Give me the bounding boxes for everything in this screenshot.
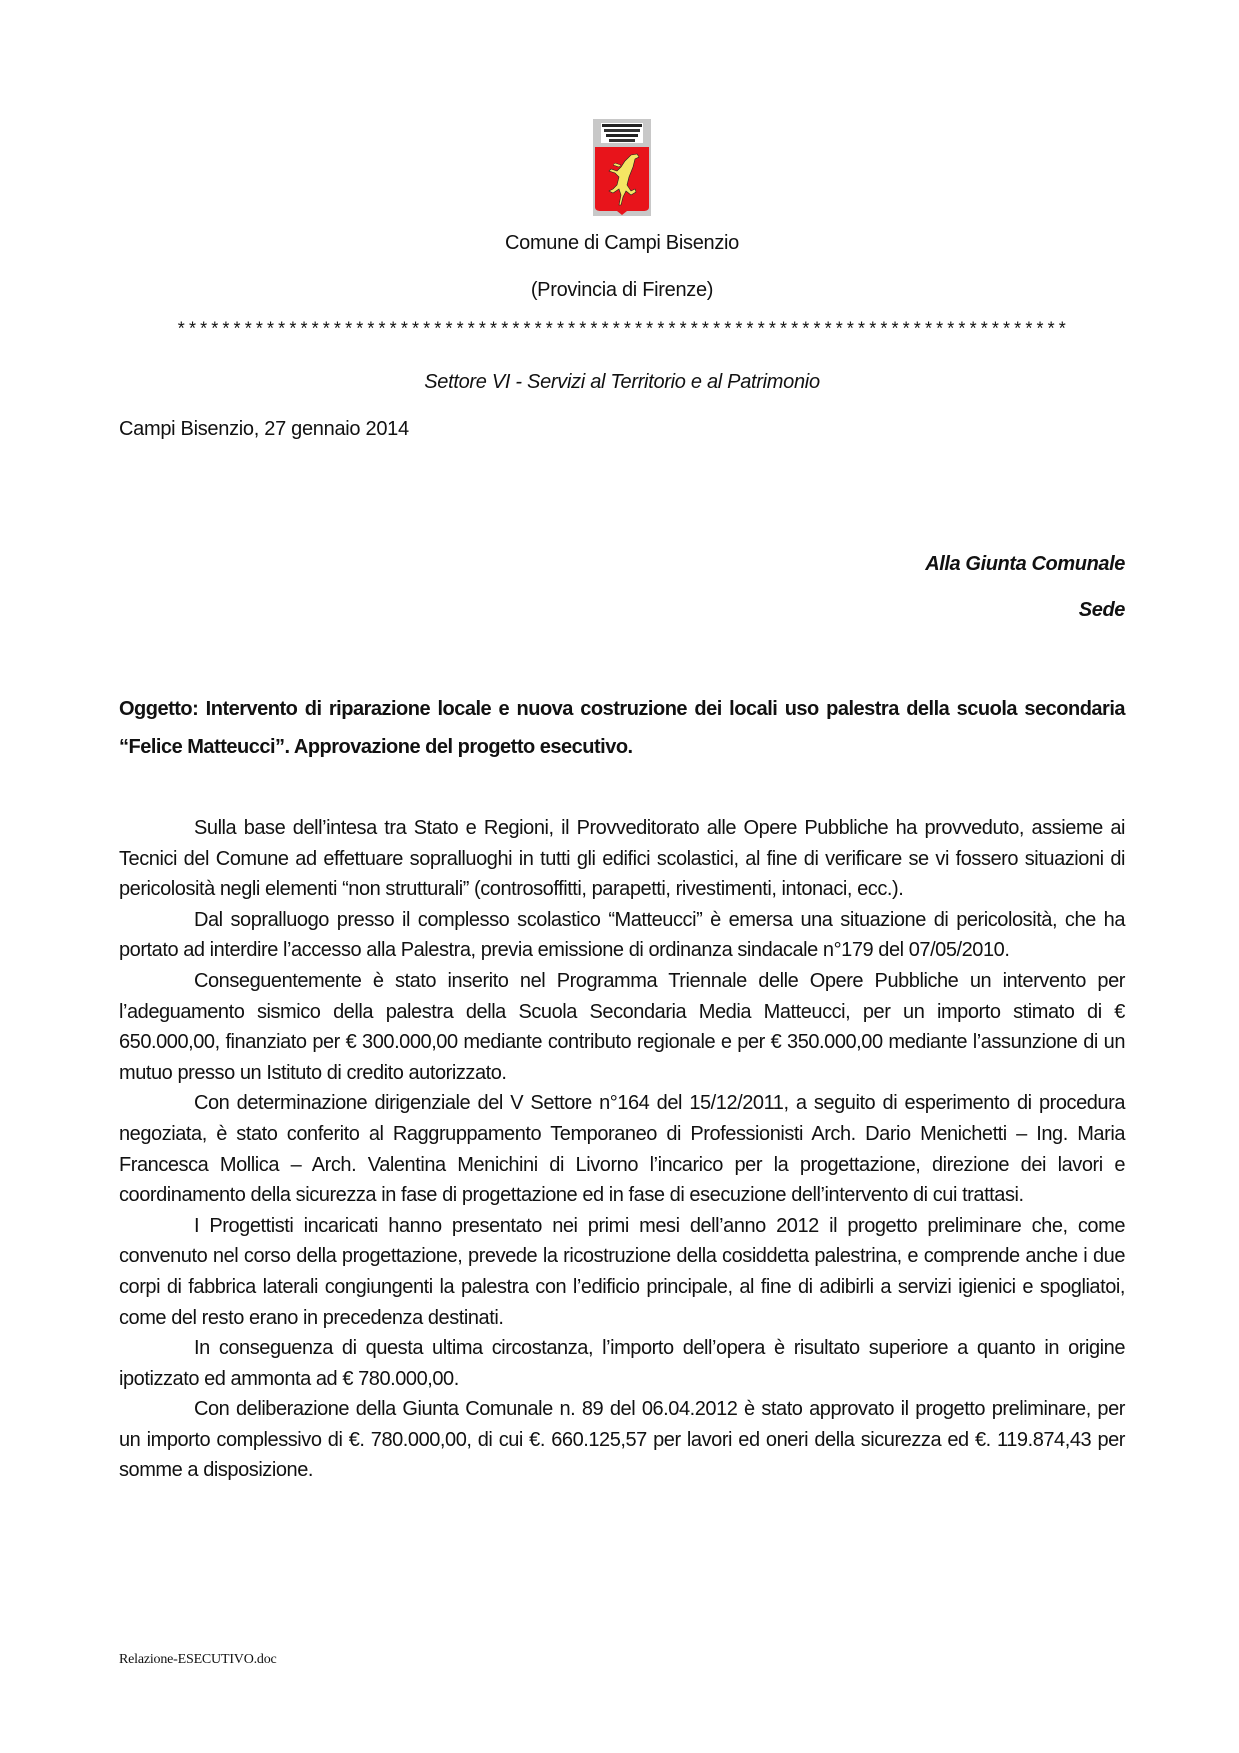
- body-paragraph: Conseguentemente è stato inserito nel Programma Triennale delle Opere Pubbliche un intervento per l’adeguamento sismico della palestra della Scuola Secondaria Media Matteucci, per un importo stimato di € 650.000,00, finanziato per € 300.000,00 mediante contributo regionale e per € 350.000,00 mediante l’assunzione di un mutuo presso un Istituto di credito autorizzato.: [119, 969, 1125, 1084]
- coat-of-arms-icon: [593, 119, 651, 216]
- province-name: (Provincia di Firenze): [530, 279, 714, 301]
- body-paragraph: Sulla base dell’intesa tra Stato e Regioni, il Provveditorato alle Opere Pubbliche ha provveduto, assieme ai Tecnici del Comune ad effettuare sopralluoghi in tutti gli edifici scolastici, al fine di verificare se vi fossero situazioni di pericolosità negli elementi “non strutturali” (controsoffitti, parapetti, rivestimenti, intonaci, ecc.).: [119, 817, 1125, 901]
- place-and-date: Campi Bisenzio, 27 gennaio 2014: [119, 418, 409, 440]
- municipality-name: Comune di Campi Bisenzio: [504, 232, 740, 254]
- footer-filename: Relazione-ESECUTIVO.doc: [119, 1652, 277, 1667]
- separator-line: ********************************************************************************: [175, 321, 1069, 341]
- recipient-name: Alla Giunta Comunale: [925, 553, 1125, 575]
- body-paragraph: Dal sopralluogo presso il complesso scolastico “Matteucci” è emersa una situazione di pericolosità, che ha portato ad interdire l’accesso alla Palestra, previa emissione di ordinanza sindacale n°179 del 07/05/2010.: [119, 908, 1125, 962]
- body-paragraph: I Progettisti incaricati hanno presentato nei primi mesi dell’anno 2012 il progetto preliminare che, come convenuto nel corso della progettazione, prevede la ricostruzione della cosiddetta palestrina, e comprende anche i due corpi di fabbrica laterali congiungenti la palestra con l’edificio principale, al fine di adibirli a servizi igienici e spogliatoi, come del resto erano in precedenza destinati.: [119, 1214, 1125, 1329]
- subject-line: Oggetto: Intervento di riparazione locale e nuova costruzione dei locali uso palestra della scuola secondaria “Felice Matteucci”. Approvazione del progetto esecutivo.: [119, 698, 1125, 758]
- body-paragraph: In conseguenza di questa ultima circostanza, l’importo dell’opera è risultato superiore a quanto in origine ipotizzato ed ammonta ad € 780.000,00.: [119, 1337, 1125, 1390]
- sector-name: Settore VI - Servizi al Territorio e al Patrimonio: [424, 371, 820, 393]
- body-paragraph: Con determinazione dirigenziale del V Settore n°164 del 15/12/2011, a seguito di esperimento di procedura negoziata, è stato conferito al Raggruppamento Temporaneo di Professionisti Arch. Dario Menichetti – Ing. Maria Francesca Mollica – Arch. Valentina Menichini di Livorno l’incarico per la progettazione, direzione dei lavori e coordinamento della sicurezza in fase di progettazione ed in fase di esecuzione dell’intervento di cui trattasi.: [119, 1092, 1125, 1207]
- letter-body: [119, 813, 1125, 1486]
- body-paragraph: Con deliberazione della Giunta Comunale n. 89 del 06.04.2012 è stato approvato il progetto preliminare, per un importo complessivo di €. 780.000,00, di cui €. 660.125,57 per lavori ed oneri della sicurezza ed €. 119.874,43 per somme a disposizione.: [119, 1398, 1125, 1482]
- recipient-location: Sede: [1078, 599, 1125, 621]
